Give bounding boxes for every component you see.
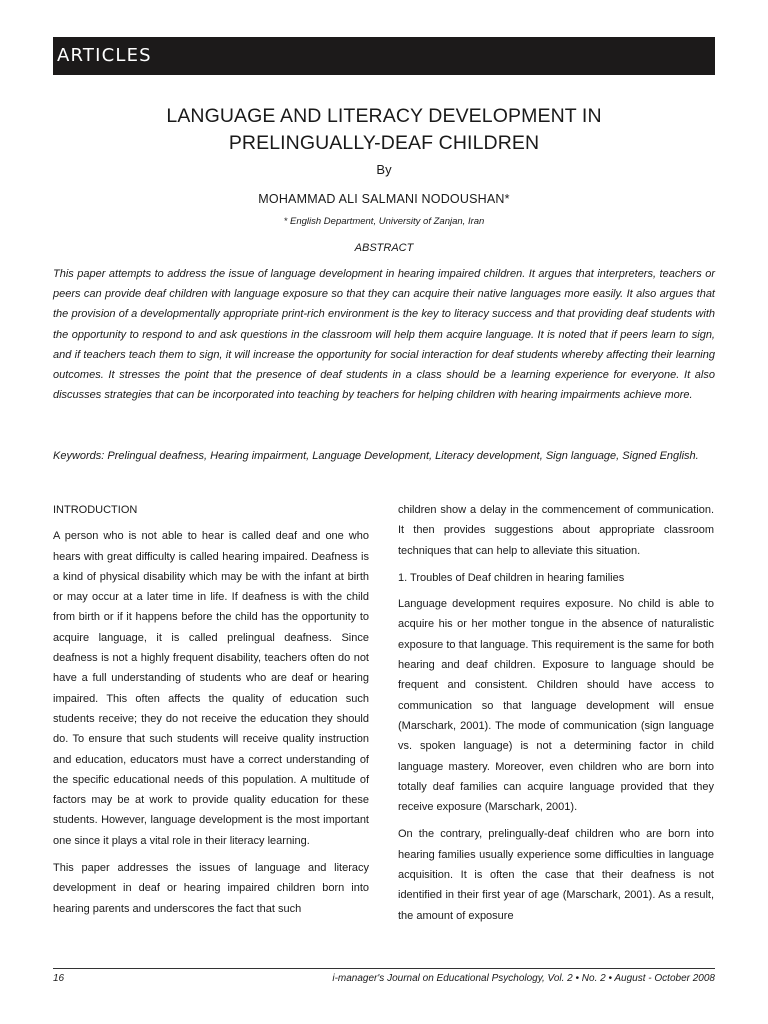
author-name: MOHAMMAD ALI SALMANI NODOUSHAN* bbox=[258, 192, 510, 206]
body-column-left bbox=[53, 500, 369, 926]
paragraph: Language development requires exposure. No child is able to acquire his or her mother tongue in the absence of naturalistic exposure to that language. This requirement is the same for both hearing and deaf children. Exposure to language should be frequent and consistent. Children should have access to communication so that language development will ensue (Marschark, 2001). The mode of communication (sign language vs. spoken language) is not a determining factor in child language mastery. Moreover, even children who are born into totally deaf families can acquire language provided that they receive exposure (Marschark, 2001). bbox=[398, 598, 714, 814]
abstract-heading: ABSTRACT bbox=[354, 242, 414, 254]
article-title-line-2: PRELINGUALLY-DEAF CHILDREN bbox=[228, 132, 540, 154]
paragraph: On the contrary, prelingually-deaf children who are born into hearing families usually experience some difficulties in language acquisition. It is often the case that their deafness is not identified in their first year of age (Marschark, 2001). As a result, the amount of exposure bbox=[398, 828, 714, 922]
footer-rule bbox=[53, 968, 715, 969]
abstract-text: This paper attempts to address the issue of language development in hearing impaired children. It argues that interpreters, teachers or peers can provide deaf children with language exposure so that they can acquire their native languages more easily. It also argues that the provision of a developmentally appropriate print-rich environment is the key to literacy success and that providing deaf students with the opportunity to respond to and ask questions in the classroom will help them acquire language. It is noted that if peers learn to sign, and if teachers teach them to sign, it will increase the opportunity for social interaction for deaf students whereby affecting their learning outcomes. It stresses the point that the presence of deaf students in a class should be a learning experience for everyone. It also discusses strategies that can be incorporated into teaching by teachers for helping children with hearing impairments achieve more. bbox=[53, 268, 715, 402]
journal-citation: i-manager's Journal on Educational Psychology, Vol. 2 • No. 2 • August - October 2008 bbox=[332, 973, 715, 984]
article-title bbox=[53, 103, 715, 157]
paragraph: This paper addresses the issues of language and literacy development in deaf or hearing impaired children born into hearing parents and underscores the fact that such bbox=[53, 862, 369, 915]
body-column-right bbox=[398, 500, 714, 933]
section-banner bbox=[53, 37, 715, 75]
section-heading-troubles: 1. Troubles of Deaf children in hearing families bbox=[398, 571, 625, 584]
page-number: 16 bbox=[53, 973, 65, 984]
article-title-line-1: LANGUAGE AND LITERACY DEVELOPMENT IN bbox=[166, 105, 602, 127]
keywords: Keywords: Prelingual deafness, Hearing impairment, Language Development, Literacy development, Sign language, Signed English. bbox=[53, 450, 699, 462]
paragraph: A person who is not able to hear is called deaf and one who hears with great difficulty is called hearing impaired. Deafness is a kind of physical disability which may be with the infant at birth or may occur at a later time in life. If deafness is with the child from birth or if it happens before the child has the opportunity to acquire language, it is called prelingual deafness. Since deafness is not a highly frequent disability, teachers often do not have a full understanding of students who are deaf or hearing impaired. This often affects the quality of education such students receive; they do not receive the education they should do. To ensure that such students will receive quality instruction and education, educators must have a correct understanding of the specific educational needs of this population. A multitude of factors may be at work to provide quality education for these students. However, language development is the most important one since it plays a vital role in their literacy learning. bbox=[53, 530, 369, 847]
byline: By bbox=[376, 162, 392, 177]
paragraph: children show a delay in the commencement of communication. It then provides suggestions about appropriate classroom techniques that can help to alleviate this situation. bbox=[398, 504, 714, 557]
author-affiliation: * English Department, University of Zanjan, Iran bbox=[283, 216, 485, 227]
section-heading-introduction: INTRODUCTION bbox=[53, 504, 138, 516]
section-banner-label: ARTICLES bbox=[57, 45, 152, 66]
